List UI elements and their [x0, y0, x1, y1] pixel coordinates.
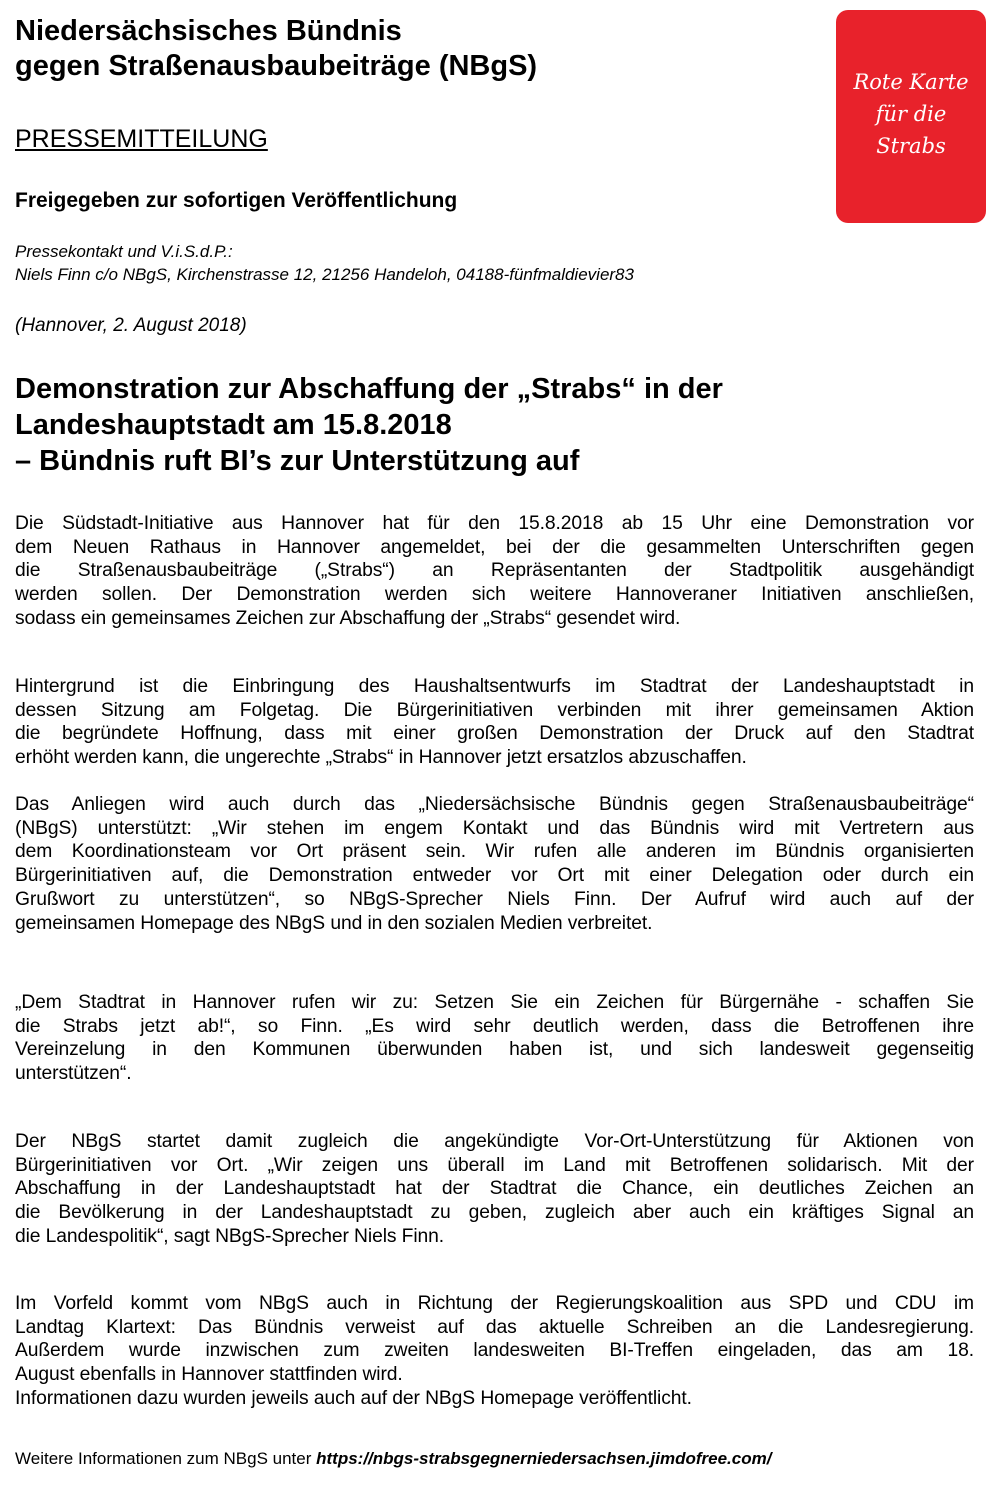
dateline: (Hannover, 2. August 2018) — [15, 315, 247, 336]
paragraph-line: dessen Sitzung am Folgetag. Die Bürgerinitiativen verbinden mit ihrer gemeinsamen Aktion — [15, 699, 974, 721]
headline-line-3: – Bündnis ruft BI’s zur Unterstützung auf — [15, 445, 580, 477]
paragraph-line: dem Neuen Rathaus in Hannover angemeldet, bei der die gesammelten Unterschriften gegen — [15, 536, 974, 558]
paragraph-line: die Straßenausbaubeiträge („Strabs“) an Repräsentanten der Stadtpolitik ausgehändigt — [15, 560, 974, 582]
paragraph-line: Bürgerinitiativen vor Ort. „Wir zeigen uns überall im Land mit Betroffenen solidarisch. Mit der — [15, 1154, 974, 1176]
paragraph-line: die Strabs jetzt ab!“, so Finn. „Es wird sehr deutlich werden, dass die Betroffenen ihre — [15, 1015, 974, 1037]
logo-text-line-2: für die — [875, 102, 947, 126]
paragraph-line: erhöht werden kann, die ungerechte „Strabs“ in Hannover jetzt ersatzlos abzuschaffen. — [15, 747, 747, 769]
paragraph-2 — [15, 675, 974, 770]
footer-note — [15, 1448, 771, 1470]
paragraph-6 — [15, 1292, 974, 1411]
paragraph-line: (NBgS) unterstützt: „Wir stehen im engem Kontakt und das Bündnis wird mit Vertretern aus — [15, 817, 974, 839]
paragraph-line: „Dem Stadtrat in Hannover rufen wir zu: Setzen Sie ein Zeichen für Bürgernähe - schaffen Sie — [15, 992, 974, 1013]
headline-line-2: Landeshauptstadt am 15.8.2018 — [15, 409, 452, 441]
paragraph-line: Grußwort zu unterstützen“, so NBgS-Sprecher Niels Finn. Der Aufruf wird auch auf der — [15, 888, 974, 910]
organization-title-line-1: Niedersächsisches Bündnis — [15, 15, 402, 47]
paragraph-line: Abschaffung in der Landeshauptstadt hat der Stadtrat die Chance, ein deutliches Zeichen an — [15, 1178, 974, 1200]
homepage-link[interactable]: https://nbgs-strabsgegnerniedersachsen.jimdofree.com/ — [316, 1449, 772, 1468]
footer-prefix: Weitere Informationen zum NBgS unter — [15, 1449, 317, 1468]
paragraph-line: sodass ein gemeinsames Zeichen zur Abschaffung der „Strabs“ gesendet wird. — [15, 607, 681, 629]
paragraph-line: Im Vorfeld kommt vom NBgS auch in Richtung der Regierungskoalition aus SPD und CDU im — [15, 1293, 974, 1314]
paragraph-line: Informationen dazu wurden jeweils auch auf der NBgS Homepage veröffentlicht. — [15, 1387, 692, 1409]
paragraph-line: Das Anliegen wird auch durch das „Niedersächsische Bündnis gegen Straßenausbaubeiträge“ — [15, 794, 974, 815]
logo-text-line-3: Strabs — [876, 134, 946, 158]
paragraph-line: Der NBgS startet damit zugleich die angekündigte Vor-Ort-Unterstützung für Aktionen von — [15, 1131, 974, 1152]
logo-text — [836, 66, 986, 162]
paragraph-line: unterstützen“. — [15, 1063, 132, 1085]
paragraph-line: Außerdem wurde inzwischen zum zweiten landesweiten BI-Treffen eingeladen, das am 18. — [15, 1340, 974, 1362]
organization-title — [15, 14, 815, 84]
headline-line-1: Demonstration zur Abschaffung der „Strabs“ in der — [15, 373, 723, 405]
logo-text-line-1: Rote Karte — [853, 70, 969, 94]
paragraph-line: dem Koordinationsteam vor Ort präsent sein. Wir rufen alle anderen im Bündnis organisierten — [15, 841, 974, 863]
paragraph-line: werden sollen. Der Demonstration werden sich weitere Hannoveraner Initiativen anschließen, — [15, 584, 974, 606]
paragraph-line: die Bevölkerung in der Landeshauptstadt zu geben, zugleich aber auch ein kräftiges Signal an — [15, 1202, 974, 1224]
organization-title-line-2: gegen Straßenausbaubeiträge (NBgS) — [15, 50, 538, 82]
paragraph-line: Die Südstadt-Initiative aus Hannover hat für den 15.8.2018 ab 15 Uhr eine Demonstration vor — [15, 513, 974, 534]
paragraph-line: Bürgerinitiativen auf, die Demonstration entweder vor Ort mit einer Delegation oder durch ein — [15, 865, 974, 887]
headline — [15, 371, 975, 479]
press-contact-line-1: Pressekontakt und V.i.S.d.P.: — [15, 242, 233, 261]
rote-karte-logo — [836, 10, 986, 223]
paragraph-5 — [15, 1130, 974, 1249]
press-contact — [15, 240, 634, 286]
paragraph-line: Landtag Klartext: Das Bündnis verweist auf das aktuelle Schreiben an die Landesregierung. — [15, 1316, 974, 1338]
paragraph-line: die begründete Hoffnung, dass mit einer großen Demonstration der Druck auf den Stadtrat — [15, 723, 974, 745]
paragraph-3 — [15, 793, 974, 935]
paragraph-line: die Landespolitik“, sagt NBgS-Sprecher Niels Finn. — [15, 1225, 445, 1247]
press-label: PRESSEMITTEILUNG — [15, 125, 268, 153]
paragraph-line: Vereinzelung in den Kommunen überwunden haben ist, und sich landesweit gegenseitig — [15, 1039, 974, 1061]
release-note: Freigegeben zur sofortigen Veröffentlichung — [15, 189, 458, 212]
paragraph-line: August ebenfalls in Hannover stattfinden wird. — [15, 1364, 403, 1386]
paragraph-line: gemeinsamen Homepage des NBgS und in den sozialen Medien verbreitet. — [15, 912, 653, 934]
paragraph-1 — [15, 512, 974, 631]
paragraph-line: Hintergrund ist die Einbringung des Haushaltsentwurfs im Stadtrat der Landeshauptstadt in — [15, 676, 974, 697]
press-contact-line-2: Niels Finn c/o NBgS, Kirchenstrasse 12, 21256 Handeloh, 04188-fünfmaldievier83 — [15, 265, 634, 284]
paragraph-4 — [15, 991, 974, 1086]
